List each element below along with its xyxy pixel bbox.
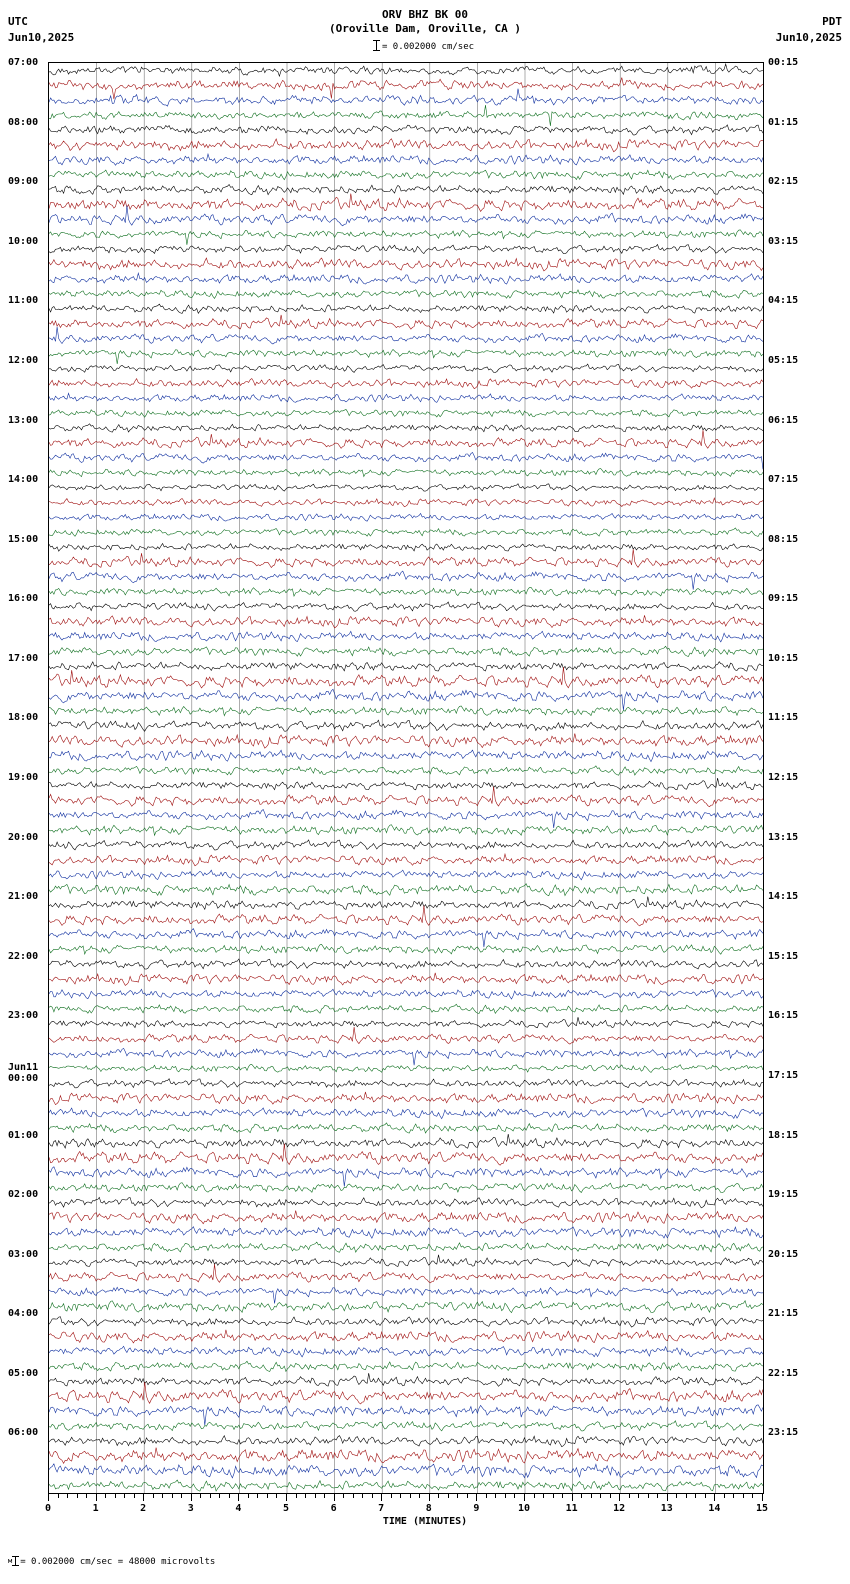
x-axis-minor-tick [495,1494,496,1498]
x-axis-tick [476,1494,477,1501]
right-time-label: 02:15 [768,176,799,188]
left-time-label: 12:00 [8,354,39,366]
left-time-label: 10:00 [8,235,39,247]
x-axis-minor-tick [305,1494,306,1498]
x-axis-title: TIME (MINUTES) [382,1516,468,1527]
left-time-label: 19:00 [8,772,39,783]
x-axis-minor-tick [705,1494,706,1498]
x-axis-tick [191,1494,192,1501]
x-axis-minor-tick [686,1494,687,1498]
left-time-label: 03:00 [8,1248,39,1260]
footer-scale-marker-icon: м [8,1557,13,1565]
left-time-label [8,1062,38,1084]
footer-scale-text: = 0.002000 cm/sec = 48000 microvolts [20,1557,216,1567]
x-axis-minor-tick [372,1494,373,1498]
x-axis-tick-label: 1 [92,1503,99,1514]
right-time-label: 01:15 [768,116,799,128]
x-axis-minor-tick [353,1494,354,1498]
x-axis-minor-tick [229,1494,230,1498]
header-right-date: Jun10,2025 [775,31,842,44]
right-time-label: 09:15 [768,593,799,605]
x-axis-minor-tick [77,1494,78,1498]
left-time-label: 14:00 [8,474,39,486]
x-axis-tick-label: 4 [235,1503,242,1514]
x-axis-minor-tick [324,1494,325,1498]
x-axis-minor-tick [629,1494,630,1498]
x-axis-tick-label: 3 [187,1503,194,1514]
x-axis-tick [762,1494,763,1501]
left-time-label: 15:00 [8,533,39,545]
right-time-label: 08:15 [768,533,799,545]
left-time-label: 07:00 [8,57,39,68]
left-time-label: 16:00 [8,593,39,605]
x-axis-minor-tick [134,1494,135,1498]
scale-legend-label: = 0.002000 cm/sec [381,42,475,52]
x-axis-minor-tick [467,1494,468,1498]
x-axis-tick [667,1494,668,1501]
x-axis-tick [524,1494,525,1501]
x-axis-minor-tick [257,1494,258,1498]
x-axis-tick-label: 11 [565,1503,578,1514]
x-axis-minor-tick [648,1494,649,1498]
right-time-label: 12:15 [768,772,799,783]
x-axis-minor-tick [391,1494,392,1498]
header-right-timezone: PDT [822,15,842,28]
x-axis-minor-tick [438,1494,439,1498]
x-axis-tick [143,1494,144,1501]
x-axis-minor-tick [600,1494,601,1498]
right-time-label: 15:15 [768,950,799,962]
scale-bar-icon [376,40,377,51]
x-axis-minor-tick [200,1494,201,1498]
x-axis-minor-tick [514,1494,515,1498]
right-time-label: 22:15 [768,1367,799,1379]
x-axis-minor-tick [676,1494,677,1498]
x-axis-tick-label: 0 [44,1503,52,1514]
x-axis-minor-tick [638,1494,639,1498]
x-axis-minor-tick [657,1494,658,1498]
left-time-label: 06:00 [8,1427,39,1439]
x-axis-minor-tick [343,1494,344,1498]
x-axis-tick-label: 14 [708,1503,721,1514]
left-time-label: 21:00 [8,891,39,903]
x-axis-minor-tick [67,1494,68,1498]
x-axis-tick-label: 15 [755,1503,769,1514]
right-time-label: 06:15 [768,414,799,426]
left-time-label: 13:00 [8,414,39,426]
left-time-label: 11:00 [8,295,39,307]
x-axis-minor-tick [105,1494,106,1498]
right-time-label: 20:15 [768,1248,799,1260]
x-axis-tick [381,1494,382,1501]
left-time-label: 05:00 [8,1367,39,1379]
x-axis-tick [286,1494,287,1501]
x-axis-tick-label: 8 [425,1503,432,1514]
right-time-label: 19:15 [768,1189,799,1201]
right-time-label: 14:15 [768,891,799,903]
x-axis-minor-tick [400,1494,401,1498]
x-axis-minor-tick [553,1494,554,1498]
x-axis-minor-tick [562,1494,563,1498]
header-left-date: Jun10,2025 [8,31,75,44]
x-axis-tick-label: 9 [473,1503,480,1514]
right-time-label: 04:15 [768,295,799,307]
x-axis-minor-tick [486,1494,487,1498]
footer-scale-bar-icon [15,1556,16,1566]
left-hour-label: 00:00 [8,1072,39,1084]
left-time-label: 02:00 [8,1189,39,1201]
x-axis-minor-tick [210,1494,211,1498]
x-axis-minor-tick [362,1494,363,1498]
right-time-label: 10:15 [768,652,799,664]
right-time-label: 05:15 [768,354,799,366]
x-axis-minor-tick [457,1494,458,1498]
x-axis-minor-tick [181,1494,182,1498]
x-axis-minor-tick [733,1494,734,1498]
x-axis-tick [238,1494,239,1501]
seismogram-plot [48,62,764,1494]
x-axis-tick [96,1494,97,1501]
x-axis-minor-tick [162,1494,163,1498]
x-axis-minor-tick [448,1494,449,1498]
x-axis-minor-tick [591,1494,592,1498]
x-axis-tick [714,1494,715,1501]
left-time-label: 23:00 [8,1010,39,1022]
x-axis-minor-tick [153,1494,154,1498]
left-time-label: 17:00 [8,652,39,664]
right-time-label: 00:15 [768,57,799,68]
right-time-label: 11:15 [768,712,799,724]
x-axis-tick-label: 10 [517,1503,531,1514]
left-time-label: 04:00 [8,1308,39,1320]
left-time-label: 20:00 [8,831,39,843]
x-axis-minor-tick [86,1494,87,1498]
x-axis-tick [572,1494,573,1501]
x-axis-minor-tick [124,1494,125,1498]
right-time-label: 23:15 [768,1427,799,1439]
x-axis-minor-tick [695,1494,696,1498]
x-axis-tick-label: 6 [330,1503,337,1514]
x-axis-tick [48,1494,49,1501]
x-axis-minor-tick [219,1494,220,1498]
x-axis-tick-label: 7 [378,1503,385,1514]
right-time-label: 18:15 [768,1129,799,1141]
x-axis-tick [429,1494,430,1501]
x-axis-minor-tick [752,1494,753,1498]
right-time-label: 21:15 [768,1308,799,1320]
x-axis-tick-label: 13 [660,1503,673,1514]
x-axis-minor-tick [505,1494,506,1498]
right-time-label: 07:15 [768,474,799,486]
x-axis-minor-tick [543,1494,544,1498]
page-title: ORV BHZ BK 00 [381,8,469,21]
right-time-label: 03:15 [768,235,799,247]
left-time-label: 22:00 [8,950,39,962]
scale-legend [0,40,850,52]
left-time-label: 09:00 [8,176,39,188]
x-axis-tick-label: 2 [140,1503,147,1514]
x-axis-tick-label: 5 [282,1503,290,1514]
x-axis-minor-tick [581,1494,582,1498]
right-time-label: 17:15 [768,1069,799,1081]
left-date-label: Jun11 [8,1061,39,1073]
header-left-timezone: UTC [8,15,28,28]
x-axis-minor-tick [296,1494,297,1498]
x-axis-tick [619,1494,620,1501]
footer-scale-note [8,1556,215,1567]
right-time-label: 16:15 [768,1010,799,1022]
x-axis-minor-tick [267,1494,268,1498]
x-axis-minor-tick [115,1494,116,1498]
x-axis-minor-tick [315,1494,316,1498]
x-axis-minor-tick [172,1494,173,1498]
x-axis-minor-tick [419,1494,420,1498]
x-axis-minor-tick [58,1494,59,1498]
x-axis-minor-tick [248,1494,249,1498]
header-title-block [0,8,850,36]
page-subtitle: (Oroville Dam, Oroville, CA ) [328,22,522,35]
left-time-label: 08:00 [8,116,39,128]
x-axis-tick-label: 12 [613,1503,626,1514]
x-axis-minor-tick [724,1494,725,1498]
x-axis-minor-tick [410,1494,411,1498]
right-time-label: 13:15 [768,831,799,843]
x-axis-minor-tick [534,1494,535,1498]
left-time-label: 01:00 [8,1129,39,1141]
x-axis-minor-tick [610,1494,611,1498]
x-axis-tick [334,1494,335,1501]
x-axis-minor-tick [276,1494,277,1498]
left-time-label: 18:00 [8,712,39,724]
x-axis-minor-tick [743,1494,744,1498]
